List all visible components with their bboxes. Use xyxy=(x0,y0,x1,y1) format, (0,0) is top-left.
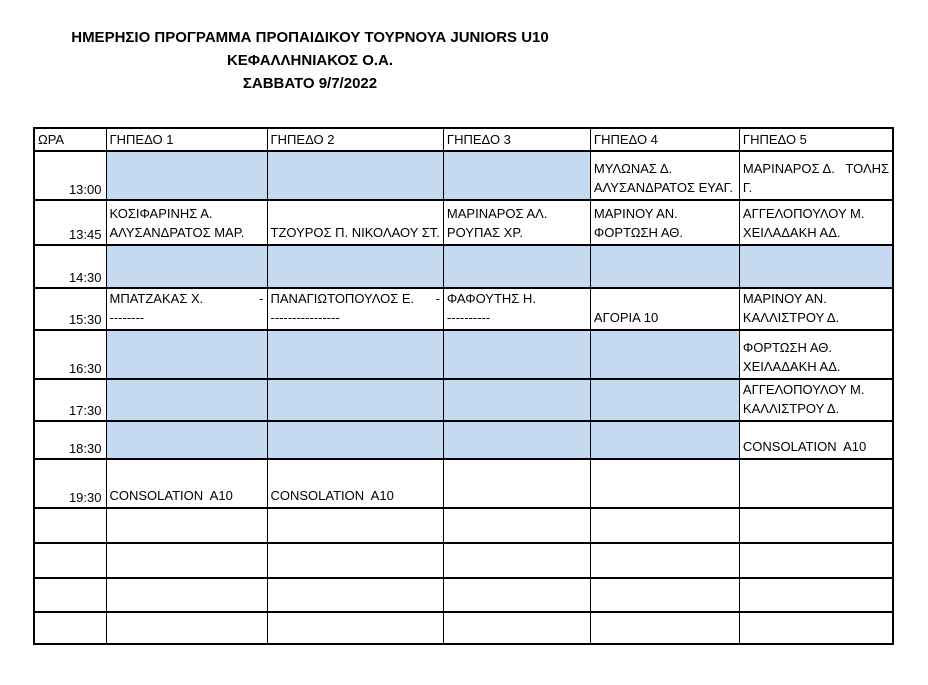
match-cell-court5[interactable] xyxy=(739,379,893,421)
match-cell-court5[interactable] xyxy=(739,459,893,508)
match-cell-court4[interactable] xyxy=(590,612,739,644)
match-text-line: ΜΥΛΩΝΑΣ Δ. xyxy=(593,161,673,176)
schedule-row xyxy=(34,578,893,612)
match-text-line: ΑΓΟΡΙΑ 10 xyxy=(593,310,659,325)
match-text-line: ΠΑΝΑΓΙΩΤΟΠΟΥΛΟΣ Ε. - xyxy=(270,291,440,306)
match-cell-court5[interactable] xyxy=(739,245,893,288)
match-cell-court2[interactable] xyxy=(267,330,443,379)
time-cell[interactable] xyxy=(34,543,106,578)
match-text-line: ΑΛΥΣΑΝΔΡΑΤΟΣ ΜΑΡ. xyxy=(109,225,245,240)
match-cell-court2[interactable] xyxy=(267,459,443,508)
time-cell[interactable] xyxy=(34,612,106,644)
time-cell[interactable]: 16:30 xyxy=(34,330,106,379)
match-cell-court3[interactable] xyxy=(443,421,590,459)
document-header xyxy=(33,26,587,95)
schedule-row xyxy=(34,330,893,379)
match-cell-court2[interactable] xyxy=(267,288,443,330)
schedule-row xyxy=(34,200,893,245)
match-cell-court5[interactable] xyxy=(739,543,893,578)
schedule-row xyxy=(34,543,893,578)
match-cell-court1[interactable] xyxy=(106,245,267,288)
match-text-line: ---------- xyxy=(446,310,491,325)
match-cell-court3[interactable] xyxy=(443,508,590,543)
match-text-line: CONSOLATION A10 xyxy=(270,488,394,503)
schedule-body xyxy=(34,151,893,644)
match-cell-court4[interactable] xyxy=(590,151,739,200)
match-text-line: CONSOLATION A10 xyxy=(742,439,867,454)
match-text-line: ΚΟΣΙΦΑΡΙΝΗΣ Α. xyxy=(109,206,213,221)
match-cell-court4[interactable] xyxy=(590,508,739,543)
schedule-row xyxy=(34,245,893,288)
match-cell-court3[interactable] xyxy=(443,612,590,644)
match-text-line: ΜΑΡΙΝΟΥ ΑΝ. xyxy=(742,291,827,306)
match-cell-court1[interactable] xyxy=(106,421,267,459)
match-cell-court1[interactable] xyxy=(106,151,267,200)
match-text-line: Γ. xyxy=(742,180,753,195)
match-cell-court3[interactable] xyxy=(443,543,590,578)
schedule-row xyxy=(34,421,893,459)
match-cell-court1[interactable] xyxy=(106,200,267,245)
time-cell[interactable]: 17:30 xyxy=(34,379,106,421)
tournament-title: ΗΜΕΡΗΣΙΟ ΠΡΟΓΡΑΜΜΑ ΠΡΟΠΑΙΔΙΚΟΥ ΤΟΥΡΝΟΥΑ JUNIORS U10 xyxy=(71,29,549,46)
time-cell[interactable]: 15:30 xyxy=(34,288,106,330)
match-cell-court2[interactable] xyxy=(267,421,443,459)
match-text-line: ΧΕΙΛΑΔΑΚΗ ΑΔ. xyxy=(742,225,841,240)
match-cell-court1[interactable] xyxy=(106,508,267,543)
match-cell-court1[interactable] xyxy=(106,379,267,421)
time-cell[interactable]: 13:45 xyxy=(34,200,106,245)
header-cell-court1: ΓΗΠΕΔΟ 1 xyxy=(106,128,267,151)
match-cell-court2[interactable] xyxy=(267,200,443,245)
header-cell-court2: ΓΗΠΕΔΟ 2 xyxy=(267,128,443,151)
match-text-line: ΡΟΥΠΑΣ ΧΡ. xyxy=(446,225,523,240)
match-cell-court5[interactable] xyxy=(739,508,893,543)
schedule-table xyxy=(33,127,894,645)
match-cell-court3[interactable] xyxy=(443,151,590,200)
match-cell-court4[interactable] xyxy=(590,330,739,379)
match-text-line: ΑΓΓΕΛΟΠΟΥΛΟΥ Μ. xyxy=(742,382,865,397)
match-text-line: ΦΟΡΤΩΣΗ ΑΘ. xyxy=(742,340,832,355)
match-cell-court3[interactable] xyxy=(443,200,590,245)
match-cell-court5[interactable] xyxy=(739,288,893,330)
match-text-line: ΜΠΑΤΖΑΚΑΣ Χ. - xyxy=(109,291,264,306)
match-cell-court3[interactable] xyxy=(443,379,590,421)
match-cell-court1[interactable] xyxy=(106,543,267,578)
match-cell-court4[interactable] xyxy=(590,288,739,330)
match-cell-court3[interactable] xyxy=(443,330,590,379)
match-cell-court5[interactable] xyxy=(739,421,893,459)
match-cell-court2[interactable] xyxy=(267,508,443,543)
time-cell[interactable]: 14:30 xyxy=(34,245,106,288)
schedule-row xyxy=(34,379,893,421)
match-cell-court1[interactable] xyxy=(106,288,267,330)
schedule-row xyxy=(34,508,893,543)
match-text-line: CONSOLATION A10 xyxy=(109,488,233,503)
club-name: ΚΕΦΑΛΛΗΝΙΑΚΟΣ Ο.Α. xyxy=(226,52,394,69)
match-text-line: ΜΑΡΙΝΑΡΟΣ ΑΛ. xyxy=(446,206,548,221)
schedule-row xyxy=(34,151,893,200)
schedule-row xyxy=(34,459,893,508)
match-text-line: ΦΟΡΤΩΣΗ ΑΘ. xyxy=(593,225,683,240)
match-cell-court3[interactable] xyxy=(443,245,590,288)
schedule-row xyxy=(34,612,893,644)
match-text-line: ΤΖΟΥΡΟΣ Π. ΝΙΚΟΛΑΟΥ ΣΤ. xyxy=(270,225,440,240)
match-cell-court4[interactable] xyxy=(590,459,739,508)
time-cell[interactable]: 13:00 xyxy=(34,151,106,200)
match-cell-court3[interactable] xyxy=(443,288,590,330)
time-cell[interactable]: 19:30 xyxy=(34,459,106,508)
match-cell-court5[interactable] xyxy=(739,612,893,644)
header-cell-court4: ΓΗΠΕΔΟ 4 xyxy=(590,128,739,151)
match-cell-court4[interactable] xyxy=(590,543,739,578)
time-cell[interactable] xyxy=(34,508,106,543)
match-text-line: ΜΑΡΙΝΟΥ ΑΝ. xyxy=(593,206,678,221)
match-text-line: ΜΑΡΙΝΑΡΟΣ Δ. ΤΟΛΗΣ xyxy=(742,161,890,176)
match-text-line: ΚΑΛΛΙΣΤΡΟΥ Δ. xyxy=(742,310,840,325)
match-cell-court1[interactable] xyxy=(106,578,267,612)
match-text-line: ΑΛΥΣΑΝΔΡΑΤΟΣ ΕΥΑΓ. xyxy=(593,180,734,195)
match-text-line: -------- xyxy=(109,310,145,325)
match-cell-court4[interactable] xyxy=(590,578,739,612)
match-cell-court2[interactable] xyxy=(267,543,443,578)
match-cell-court5[interactable] xyxy=(739,200,893,245)
match-cell-court2[interactable] xyxy=(267,578,443,612)
match-cell-court2[interactable] xyxy=(267,151,443,200)
match-text-line: ΦΑΦΟΥΤΗΣ Η. xyxy=(446,291,536,306)
column-header-row xyxy=(34,128,893,151)
header-cell-court3: ΓΗΠΕΔΟ 3 xyxy=(443,128,590,151)
match-cell-court5[interactable] xyxy=(739,330,893,379)
match-cell-court2[interactable] xyxy=(267,245,443,288)
match-cell-court3[interactable] xyxy=(443,459,590,508)
match-text-line: ΧΕΙΛΑΔΑΚΗ ΑΔ. xyxy=(742,359,841,374)
match-cell-court4[interactable] xyxy=(590,200,739,245)
match-cell-court4[interactable] xyxy=(590,245,739,288)
header-cell-court5: ΓΗΠΕΔΟ 5 xyxy=(739,128,893,151)
schedule-row xyxy=(34,288,893,330)
match-cell-court1[interactable] xyxy=(106,330,267,379)
match-cell-court5[interactable] xyxy=(739,151,893,200)
match-cell-court1[interactable] xyxy=(106,612,267,644)
time-cell[interactable]: 18:30 xyxy=(34,421,106,459)
time-cell[interactable] xyxy=(34,578,106,612)
match-text-line: ---------------- xyxy=(270,310,340,325)
match-cell-court3[interactable] xyxy=(443,578,590,612)
match-text-line: ΚΑΛΛΙΣΤΡΟΥ Δ. xyxy=(742,401,840,416)
match-cell-court5[interactable] xyxy=(739,578,893,612)
match-cell-court2[interactable] xyxy=(267,379,443,421)
schedule-date: ΣΑΒΒΑΤΟ 9/7/2022 xyxy=(242,75,378,92)
match-text-line: ΑΓΓΕΛΟΠΟΥΛΟΥ Μ. xyxy=(742,206,865,221)
header-cell-time: ΩΡΑ xyxy=(34,128,106,151)
match-cell-court1[interactable] xyxy=(106,459,267,508)
match-cell-court4[interactable] xyxy=(590,421,739,459)
match-cell-court2[interactable] xyxy=(267,612,443,644)
match-cell-court4[interactable] xyxy=(590,379,739,421)
